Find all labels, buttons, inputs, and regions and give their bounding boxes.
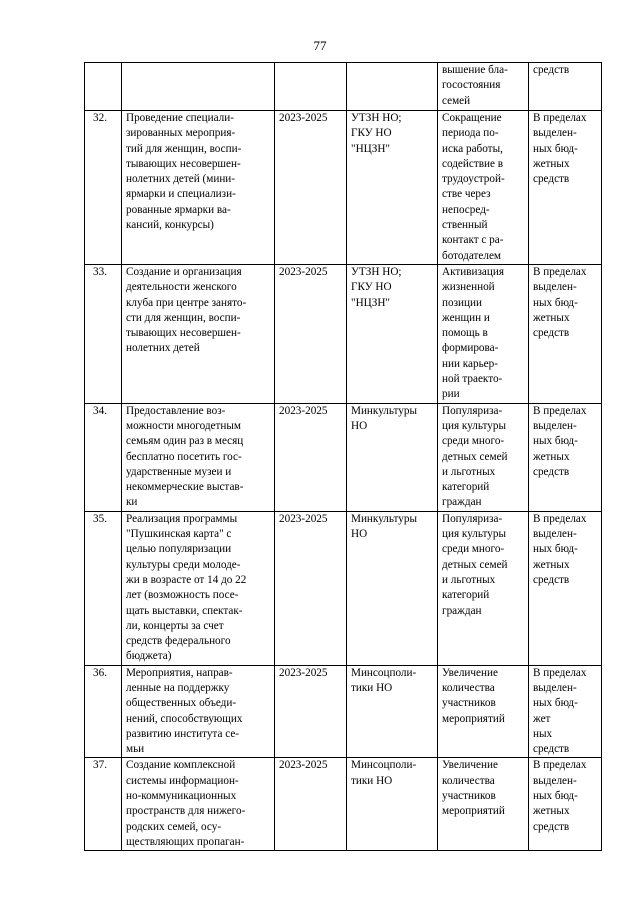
cell-result: Сокращение периода по- иска работы, содействие в трудоустрой- стве через непосред- ственный контакт с ра- ботодателем [438, 111, 529, 265]
cell-term: 2023-2025 [275, 111, 347, 265]
cell-financing: В пределах выделен- ных бюд- жет ных средств [529, 665, 602, 758]
cell-description: Создание и организация деятельности женского клуба при центре занято- сти для женщин, воспи- тывающих несовершен- нолетних детей [122, 264, 275, 403]
table-row [85, 403, 602, 511]
table-row [85, 665, 602, 758]
cell-num: 33. [85, 264, 122, 403]
cell-term: 2023-2025 [275, 403, 347, 511]
cell-financing: средств [529, 63, 602, 111]
cell-executor: Минсоцполи- тики НО [347, 665, 438, 758]
cell-result: вышение бла- госостояния семей [438, 63, 529, 111]
cell-financing: В пределах выделен- ных бюд- жетных средств [529, 758, 602, 851]
page-number: 77 [313, 38, 327, 53]
table-row [85, 758, 602, 851]
cell-financing: В пределах выделен- ных бюд- жетных средств [529, 511, 602, 665]
cell-result: Популяриза- ция культуры среди много- детных семей и льготных категорий граждан [438, 403, 529, 511]
table-row [85, 111, 602, 265]
cell-financing: В пределах выделен- ных бюд- жетных средств [529, 403, 602, 511]
cell-executor: Минсоцполи- тики НО [347, 758, 438, 851]
cell-financing: В пределах выделен- ных бюд- жетных средств [529, 111, 602, 265]
cell-result: Популяриза- ция культуры среди много- детных семей и льготных категорий граждан [438, 511, 529, 665]
cell-description: Создание комплексной системы информацион- но-коммуникационных пространств для нижего- родских семей, осу- ществляющих пропаган- [122, 758, 275, 851]
cell-description: Проведение специали- зированных мероприя- тий для женщин, воспи- тывающих несовершен- нолетних детей (мини- ярмарки и специализи- рованные ярмарки ва- кансий, конкурсы) [122, 111, 275, 265]
cell-term [275, 63, 347, 111]
cell-num: 35. [85, 511, 122, 665]
table-row-continuation [85, 63, 602, 111]
cell-executor: Минкультуры НО [347, 403, 438, 511]
cell-description: Предоставление воз- можности многодетным семьям один раз в месяц бесплатно посетить гос- ударственные музеи и некоммерческие выстав- ки [122, 403, 275, 511]
cell-executor [347, 63, 438, 111]
cell-result: Увеличение количества участников мероприятий [438, 665, 529, 758]
cell-description: Реализация программы "Пушкинская карта" с целью популяризации культуры среди молоде- жи в возрасте от 14 до 22 лет (возможность посе- щать выставки, спектак- ли, концерты за счет средств федерального бюджета) [122, 511, 275, 665]
cell-executor: Минкультуры НО [347, 511, 438, 665]
cell-description: Мероприятия, направ- ленные на поддержку общественных объеди- нений, способствующих развитию института се- мьи [122, 665, 275, 758]
cell-term: 2023-2025 [275, 665, 347, 758]
cell-result: Активизация жизненной позиции женщин и помощь в формирова- нии карьер- ной траекто- рии [438, 264, 529, 403]
cell-num [85, 63, 122, 111]
cell-result: Увеличение количества участников мероприятий [438, 758, 529, 851]
cell-executor: УТЗН НО; ГКУ НО "НЦЗН" [347, 111, 438, 265]
cell-num: 37. [85, 758, 122, 851]
cell-term: 2023-2025 [275, 511, 347, 665]
cell-executor: УТЗН НО; ГКУ НО "НЦЗН" [347, 264, 438, 403]
table-row [85, 264, 602, 403]
cell-financing: В пределах выделен- ных бюд- жетных средств [529, 264, 602, 403]
measures-table [84, 62, 602, 851]
cell-description [122, 63, 275, 111]
table-row [85, 511, 602, 665]
cell-num: 36. [85, 665, 122, 758]
cell-term: 2023-2025 [275, 264, 347, 403]
cell-num: 34. [85, 403, 122, 511]
cell-num: 32. [85, 111, 122, 265]
cell-term: 2023-2025 [275, 758, 347, 851]
